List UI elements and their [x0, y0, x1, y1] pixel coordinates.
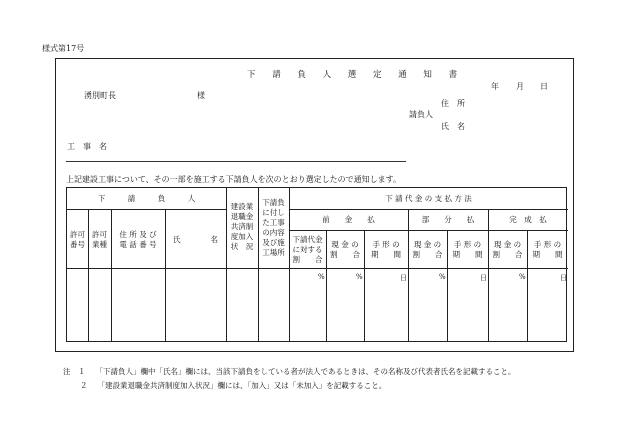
document-title: 下 請 負 人 選 定 通 知 書 — [247, 70, 465, 80]
header-subcontractor: 下 請 負 人 — [97, 194, 196, 203]
col-partial-cash-ratio: 現 金 の 割 合 — [412, 240, 443, 259]
col-name: 氏 名 — [173, 235, 218, 244]
unit-day: 日 — [480, 274, 487, 282]
unit-percent: % — [439, 273, 446, 281]
col-address-phone: 住 所 及 び 電 話 番 号 — [119, 230, 157, 249]
col-advance-bill-period: 手 形 の 期 間 — [371, 240, 401, 259]
header-completion-payment: 完 成 払 — [509, 215, 547, 224]
unit-percent: % — [318, 273, 325, 281]
name-label: 氏 名 — [441, 122, 465, 131]
unit-day: 日 — [560, 274, 567, 282]
col-ratio-to-price: 下請代金 に対する 割 合 — [292, 235, 323, 264]
unit-percent: % — [519, 273, 526, 281]
work-name-label: 工 事 名 — [67, 142, 107, 151]
header-payment-method: 下 請 代 金 の 支 払 方 法 — [385, 194, 472, 203]
addressee-name: 湧別町長 — [84, 91, 116, 100]
col-permit-number: 許可 番号 — [70, 230, 85, 249]
subcontractor-table — [66, 187, 567, 342]
note-1: 注 １ 「下請負人」欄中「氏名」欄には、当該下請負をしている者が法人であるときは、その名称及び代表者氏名を記載すること。 — [63, 367, 516, 376]
col-permit-type: 許可 業種 — [92, 230, 107, 249]
unit-day: 日 — [400, 274, 407, 282]
work-name-line — [66, 161, 406, 162]
day-label: 日 — [540, 82, 548, 91]
col-advance-cash-ratio: 現 金 の 割 合 — [330, 240, 360, 259]
col-work-content: 下請負 に付し た工事 の内容 及び施 工場所 — [262, 198, 285, 257]
header-partial-payment: 部 分 払 — [421, 215, 475, 224]
col-completion-bill-period: 手 形 の 期 間 — [532, 240, 563, 259]
contractor-role-label: 請負人 — [409, 110, 433, 119]
col-retirement-fund: 建設業 退職金 共済制 度加入 状 況 — [230, 202, 254, 251]
unit-percent: % — [356, 273, 363, 281]
col-completion-cash-ratio: 現 金 の 割 合 — [492, 240, 523, 259]
col-partial-bill-period: 手 形 の 期 間 — [452, 240, 483, 259]
header-advance-payment: 前 金 払 — [322, 215, 375, 224]
year-label: 年 — [491, 82, 499, 91]
note-2: ２ 「建設業退職金共済制度加入状況」欄には、「加入」又は「未加入」を記載すること。 — [80, 381, 387, 390]
form-number: 様式第17号 — [42, 44, 85, 53]
month-label: 月 — [516, 82, 524, 91]
intro-text: 上記建設工事について、その一部を施工する下請負人を次のとおり選定したので通知します。 — [66, 175, 402, 184]
address-label: 住 所 — [441, 99, 465, 108]
addressee-honorific: 様 — [197, 91, 205, 100]
